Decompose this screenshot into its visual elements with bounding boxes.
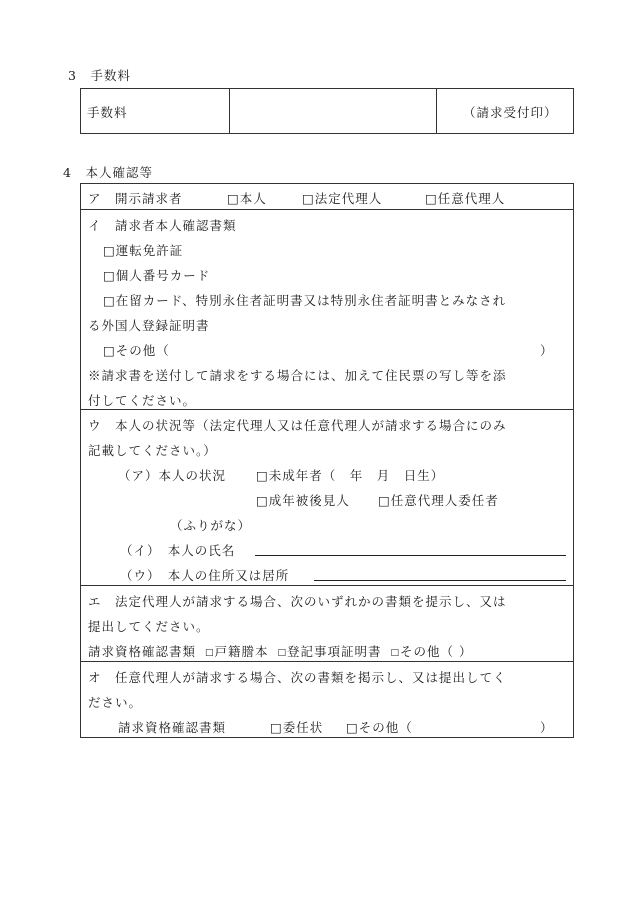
doc-registry-cert-checkbox[interactable]: □登記事項証明書 bbox=[277, 644, 382, 659]
fee-label: 手数料 bbox=[87, 105, 128, 120]
mail-note-line1: ※請求書を送付して請求をする場合には、加えて住民票の写し等を添 bbox=[88, 368, 507, 383]
principal-address-field[interactable] bbox=[314, 580, 566, 581]
doc-other-checkbox[interactable]: □その他（ ） bbox=[390, 644, 473, 659]
legal-agent-docs-row bbox=[88, 642, 473, 660]
id-doc-drivers-license[interactable]: □運転免許証 bbox=[103, 243, 184, 258]
doc-family-register-checkbox[interactable]: □戸籍謄本 bbox=[205, 644, 269, 659]
voluntary-agent-line2: ださい。 bbox=[88, 695, 143, 710]
furigana-label: （ふりがな） bbox=[170, 518, 252, 533]
doc-other-voluntary-close: ） bbox=[540, 720, 554, 735]
requester-label: ア 開示請求者 bbox=[88, 191, 183, 206]
mail-note-line2: 付してください。 bbox=[88, 393, 197, 408]
status-ward-option[interactable]: □成年被後見人 bbox=[256, 493, 350, 508]
legal-agent-line1: エ 法定代理人が請求する場合、次のいずれかの書類を提示し、又は bbox=[88, 594, 507, 609]
doc-power-of-attorney-checkbox[interactable]: □委任状 bbox=[270, 720, 324, 735]
fee-table-divider-1 bbox=[229, 88, 230, 134]
status-minor-option[interactable]: □未成年者（ 年 月 日生） bbox=[256, 468, 445, 483]
id-doc-residence-card[interactable]: □在留カード、特別永住者証明書又は特別永住者証明書とみなされ bbox=[103, 293, 507, 308]
section3-heading: 3 手数料 bbox=[68, 68, 131, 83]
principal-status-label: （ア）本人の状況 bbox=[118, 468, 227, 483]
row-divider-e bbox=[80, 661, 574, 662]
legal-agent-docs-label: 請求資格確認書類 bbox=[88, 644, 197, 659]
status-principal-option[interactable]: □任意代理人委任者 bbox=[378, 493, 499, 508]
id-docs-label: イ 請求者本人確認書類 bbox=[88, 218, 237, 233]
principal-name-field[interactable] bbox=[255, 555, 566, 556]
doc-other-voluntary-checkbox[interactable]: □その他（ bbox=[346, 720, 413, 735]
id-doc-my-number-card[interactable]: □個人番号カード bbox=[103, 268, 211, 283]
principal-status-line2: 記載してください。） bbox=[88, 443, 217, 458]
row-divider-a bbox=[80, 209, 574, 210]
principal-address-label: （ウ） 本人の住所又は居所 bbox=[120, 568, 290, 583]
legal-agent-line2: 提出してください。 bbox=[88, 619, 210, 634]
voluntary-agent-docs-label: 請求資格確認書類 bbox=[118, 720, 227, 735]
fee-input[interactable] bbox=[232, 92, 432, 130]
row-divider-u bbox=[80, 585, 574, 586]
voluntary-agent-line1: オ 任意代理人が請求する場合、次の書類を掲示し、又は提出してく bbox=[88, 670, 507, 685]
requester-option-voluntary-agent[interactable]: □任意代理人 bbox=[425, 191, 506, 206]
id-doc-other[interactable]: □その他（ bbox=[103, 343, 170, 358]
section4-heading: 4 本人確認等 bbox=[63, 165, 153, 180]
row-divider-i bbox=[80, 409, 574, 410]
request-stamp-label: （請求受付印） bbox=[463, 105, 558, 120]
principal-status-line1: ウ 本人の状況等（法定代理人又は任意代理人が請求する場合にのみ bbox=[88, 418, 507, 433]
principal-name-label: （イ） 本人の氏名 bbox=[120, 543, 236, 558]
id-doc-other-close: ） bbox=[540, 343, 554, 358]
requester-option-legal-agent[interactable]: □法定代理人 bbox=[302, 191, 383, 206]
requester-option-self[interactable]: □本人 bbox=[227, 191, 267, 206]
id-doc-residence-card-cont: る外国人登録証明書 bbox=[88, 318, 210, 333]
fee-table-divider-2 bbox=[436, 88, 437, 134]
